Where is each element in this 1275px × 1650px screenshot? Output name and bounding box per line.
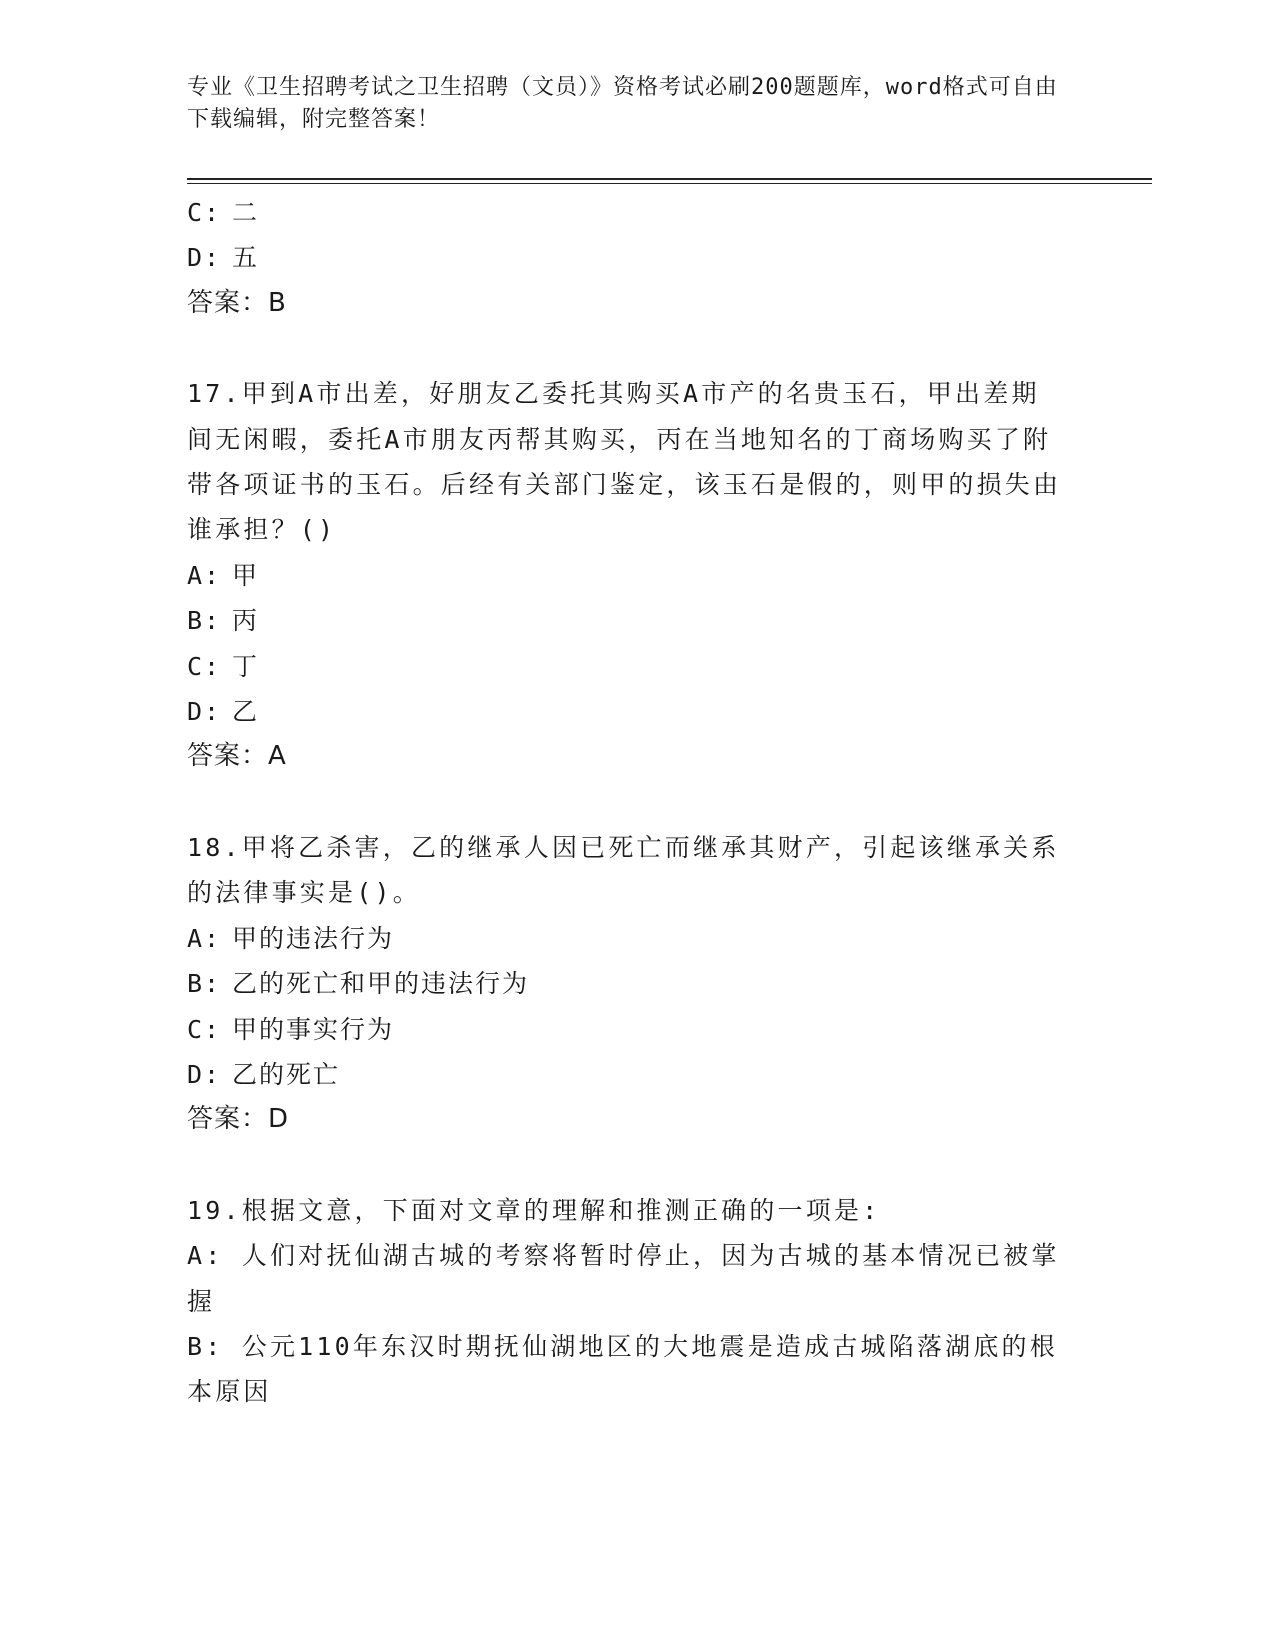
option-c <box>187 190 1077 235</box>
option-a <box>187 1233 1067 1324</box>
option-letter: D: <box>187 243 222 273</box>
option-letter: B: <box>187 606 222 636</box>
option-b <box>187 961 1077 1006</box>
header-rule-thick <box>187 178 1152 180</box>
option-text: 人们对抚仙湖古城的考察将暂时停止，因为古城的基本情况已被掌握 <box>187 1241 1060 1316</box>
option-text: 甲的违法行为 <box>232 923 395 953</box>
option-d <box>187 1052 1077 1097</box>
option-text: 公元110年东汉时期抚仙湖地区的大地震是造成古城陷落湖底的根本原因 <box>187 1331 1058 1407</box>
option-c <box>187 1007 1077 1052</box>
option-text: 二 <box>232 198 260 227</box>
option-b <box>187 1324 1067 1415</box>
question-stem: 18.甲将乙杀害，乙的继承人因已死亡而继承其财产，引起该继承关系的法律事实是()。 <box>187 832 1060 908</box>
document-header: 专业《卫生招聘考试之卫生招聘（文员）》资格考试必刷200题题库，word格式可自由下载编辑，附完整答案！ <box>187 75 1058 132</box>
option-text: 丁 <box>232 651 260 681</box>
question-19 <box>187 1188 1077 1415</box>
option-letter: C: <box>187 198 222 227</box>
question-17 <box>187 371 1077 780</box>
question-stem: 17.甲到A市出差，好朋友乙委托其购买A市产的名贵玉石，甲出差期间无闲暇，委托A市朋友丙帮其购买，丙在当地知名的丁商场购买了附带各项证书的玉石。后经有关部门鉴定，该玉石是假的，则甲的损失由谁承担？() <box>187 379 1062 545</box>
option-letter: B: <box>187 969 222 999</box>
document-body <box>187 190 1077 1415</box>
option-letter: B: <box>187 1331 224 1361</box>
option-text: 丙 <box>232 606 260 636</box>
option-letter: A: <box>187 560 222 590</box>
option-letter: C: <box>187 651 222 681</box>
option-text: 乙 <box>232 697 260 727</box>
question-stem: 19.根据文意，下面对文章的理解和推测正确的一项是: <box>187 1195 881 1225</box>
option-text: 甲的事实行为 <box>232 1014 395 1044</box>
option-letter: A: <box>187 923 222 953</box>
answer-line: 答案：D <box>187 1104 290 1135</box>
option-letter: D: <box>187 1059 222 1089</box>
option-text: 乙的死亡 <box>232 1059 341 1089</box>
header-rule-thin <box>187 183 1152 184</box>
option-b <box>187 598 1077 643</box>
option-letter: A: <box>187 1241 224 1271</box>
option-text: 甲 <box>232 560 260 590</box>
prev-question <box>187 190 1077 326</box>
option-letter: C: <box>187 1014 222 1044</box>
answer-line: 答案：A <box>187 741 287 772</box>
option-c <box>187 644 1077 689</box>
option-d <box>187 235 1077 280</box>
answer-line: 答案：B <box>187 287 287 318</box>
option-letter: D: <box>187 697 222 727</box>
option-a <box>187 553 1077 598</box>
option-text: 乙的死亡和甲的违法行为 <box>232 969 530 999</box>
option-d <box>187 689 1077 734</box>
option-text: 五 <box>232 243 260 273</box>
question-18 <box>187 825 1077 1143</box>
option-a <box>187 916 1077 961</box>
